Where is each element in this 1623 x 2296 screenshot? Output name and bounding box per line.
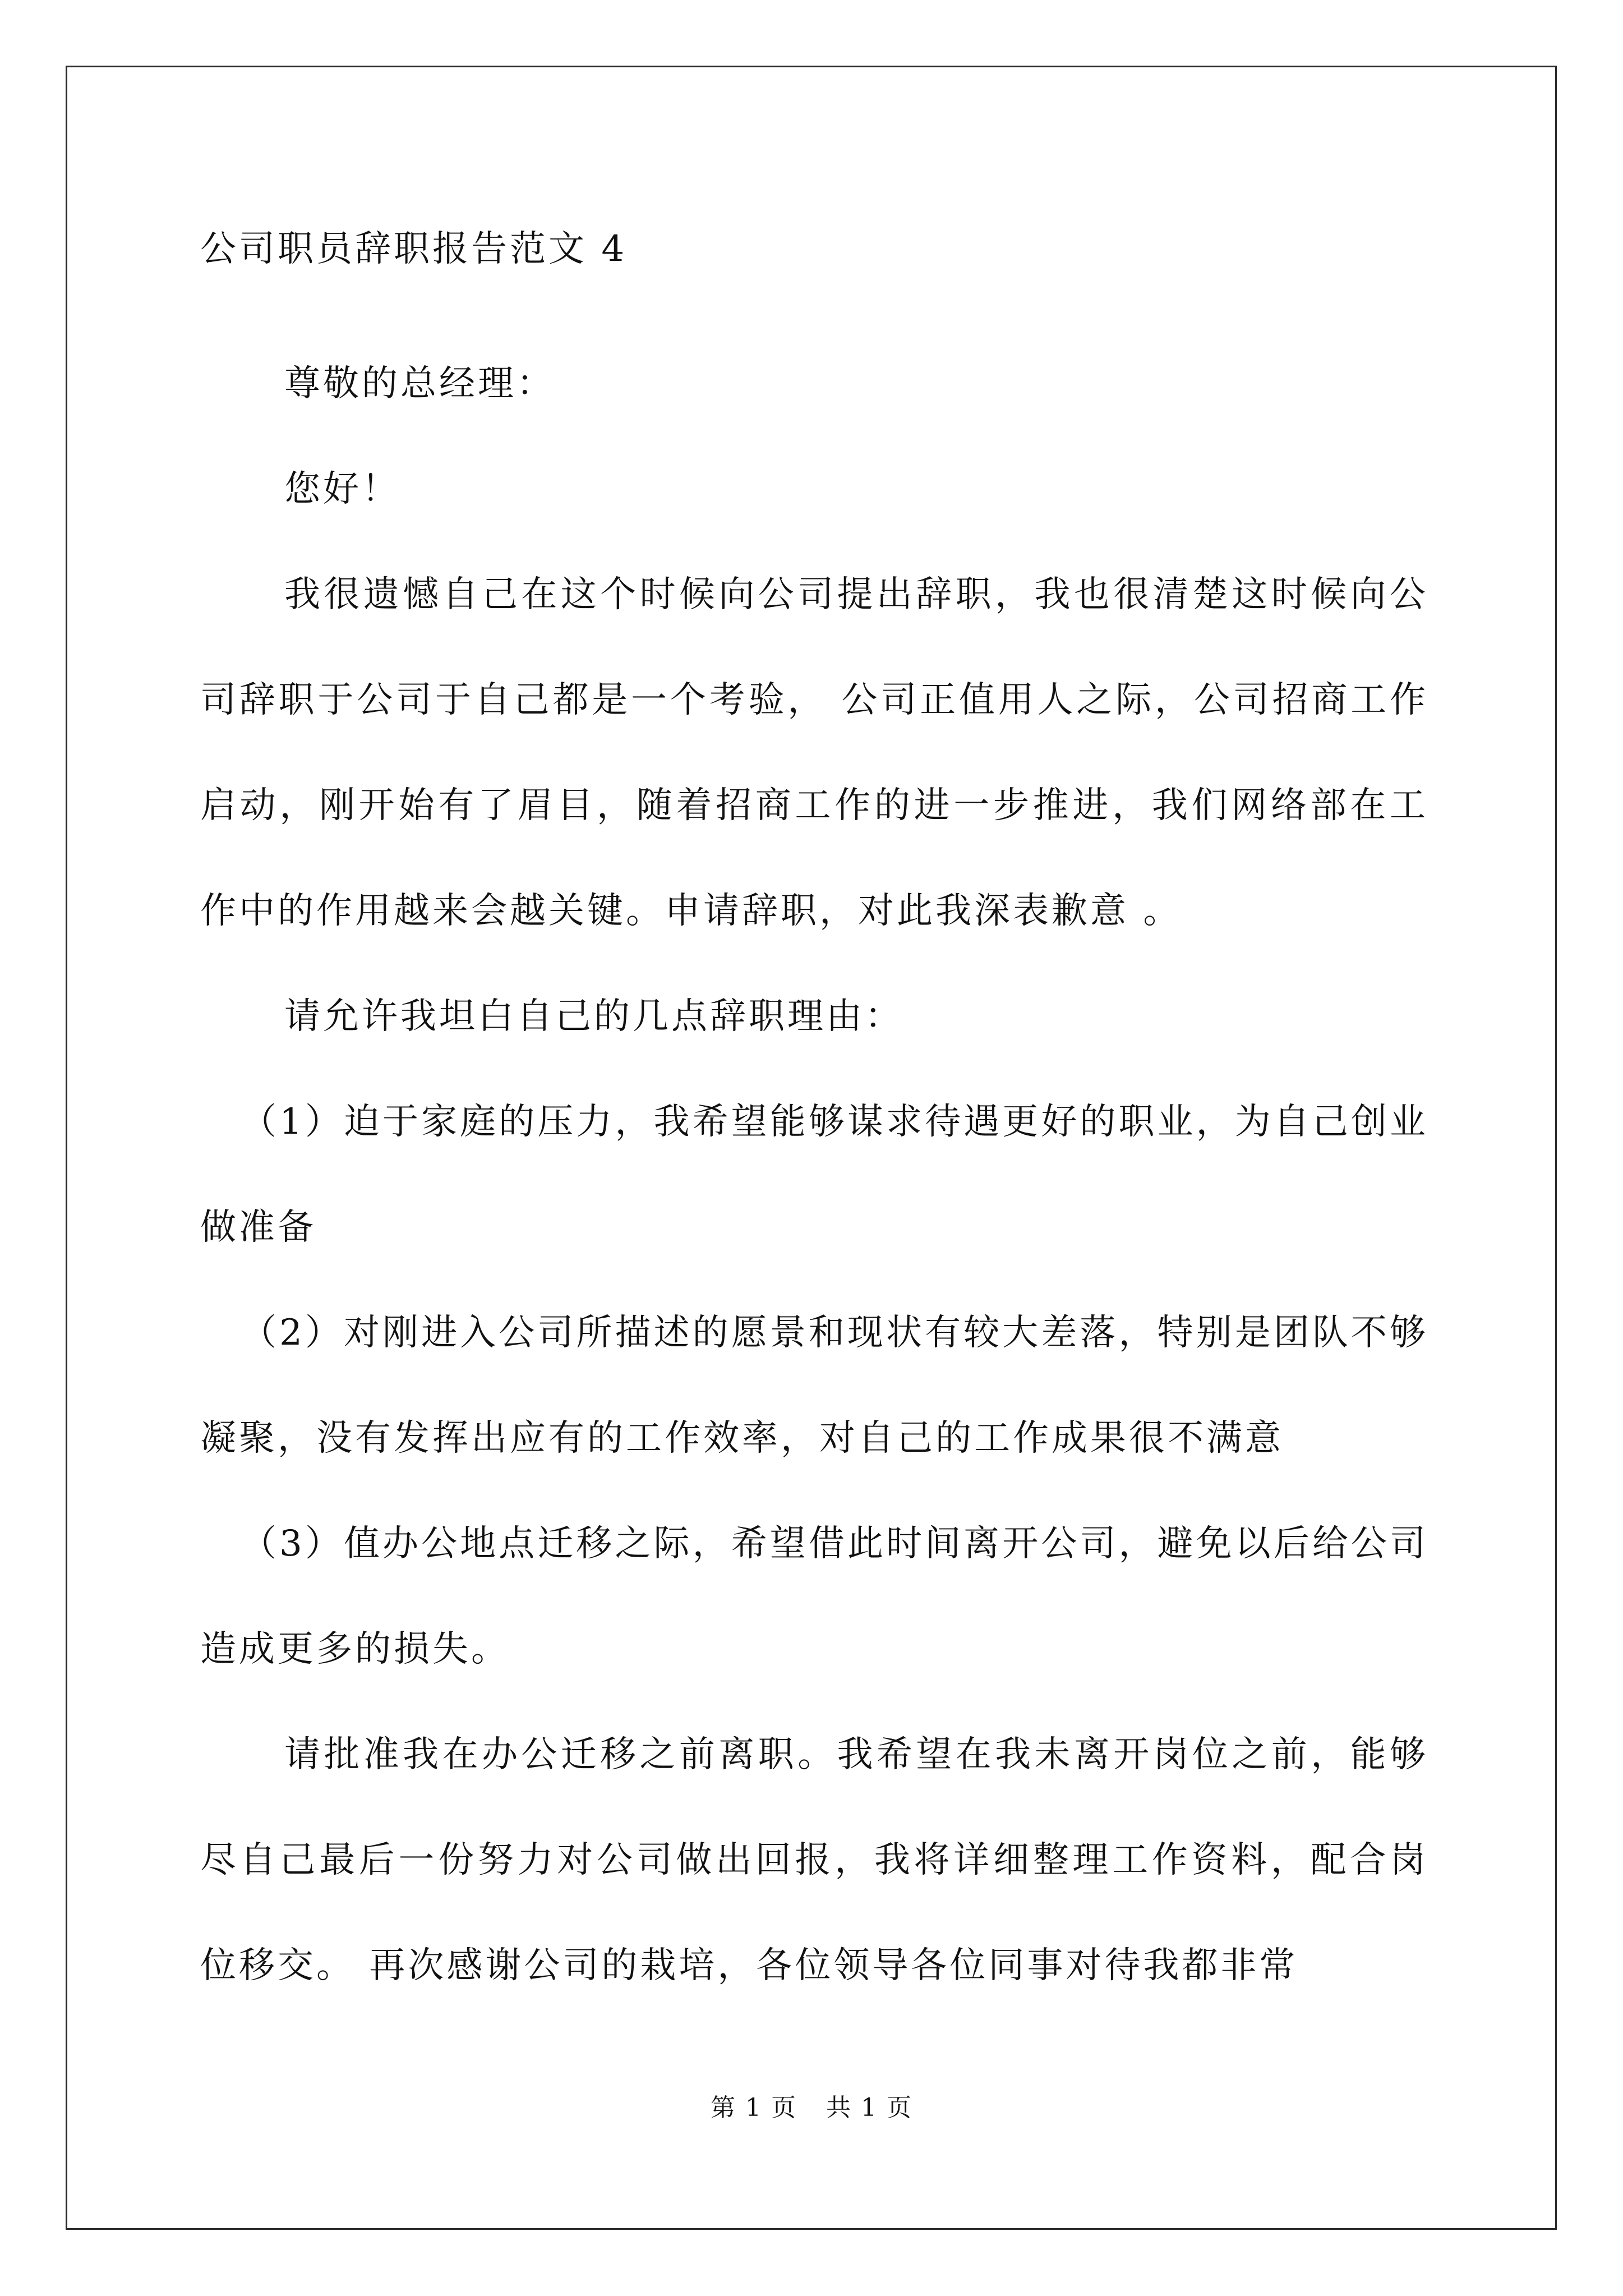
- document-body: [200, 226, 1428, 2018]
- paragraph-closing: 请批准我在办公迁移之前离职。我希望在我未离开岗位之前，能够尽自己最后一份努力对公司做出回报，我将详细整理工作资料，配合岗位移交。 再次感谢公司的栽培，各位领导各位同事对待我都非常: [200, 1734, 1428, 1986]
- salutation: 尊敬的总经理：: [284, 363, 555, 404]
- page-number: 第 1 页: [711, 2093, 797, 2122]
- paragraph-apology: 我很遗憾自己在这个时候向公司提出辞职，我也很清楚这时候向公司辞职于公司于自己都是一个考验， 公司正值用人之际，公司招商工作启动，刚开始有了眉目，随着招商工作的进一步推进，我们网络部在工作中的作用越来会越关键。申请辞职，对此我深表歉意 。: [200, 574, 1428, 932]
- document-title: 公司职员辞职报告范文 4: [200, 228, 628, 270]
- reason-item-3: （3）值办公地点迁移之际，希望借此时间离开公司，避免以后给公司造成更多的损失。: [200, 1523, 1428, 1670]
- reason-item-1: （1）迫于家庭的压力，我希望能够谋求待遇更好的职业，为自己创业做准备: [200, 1101, 1428, 1248]
- paragraph-reasons-intro: 请允许我坦白自己的几点辞职理由：: [284, 996, 903, 1037]
- greeting: 您好！: [284, 468, 400, 510]
- reason-item-2: （2）对刚进入公司所描述的愿景和现状有较大差落，特别是团队不够凝聚，没有发挥出应有的工作效率，对自己的工作成果很不满意: [200, 1312, 1428, 1459]
- page-total: 共 1 页: [826, 2093, 912, 2122]
- page-footer: [0, 2092, 1623, 2124]
